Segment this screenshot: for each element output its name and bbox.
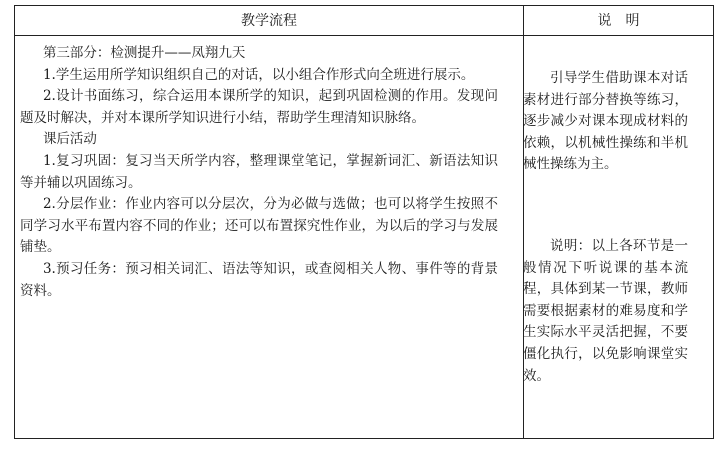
explanation-note-1: 引导学生借助课本对话素材进行部分替换等练习，逐步减少对课本现成材料的依赖，以机械性操练和半机械性操练为主。 xyxy=(523,70,688,173)
section-title: 第三部分：检测提升——凤翔九天 xyxy=(42,45,246,61)
table-header-row xyxy=(15,6,713,36)
explanation-cell-note-2 xyxy=(523,236,688,387)
explanation-note-2: 说明：以上各环节是一般情况下听说课的基本流程，具体到某一节课，教师需要根据素材的难易度和学生实际水平灵活把握，不要僵化执行，以免影响课堂实效。 xyxy=(523,238,688,384)
header-teaching-process: 教学流程 xyxy=(241,13,297,29)
explanation-cell-note-1 xyxy=(523,68,688,176)
process-paragraph-2: 2.设计书面练习，综合运用本课所学的知识，起到巩固检测的作用。发现问题及时解决，并对本课所学知识进行小结，帮助学生理清知识脉络。 xyxy=(20,88,498,126)
teaching-process-cell xyxy=(20,43,498,302)
after-class-item-2: 2.分层作业：作业内容可以分层次，分为必做与选做；也可以将学生按照不同学习水平布置内容不同的作业；还可以布置探究性作业，为以后的学习与发展铺垫。 xyxy=(20,196,498,256)
after-class-item-1: 1.复习巩固：复习当天所学内容，整理课堂笔记，掌握新词汇、新语法知识等并辅以巩固练习。 xyxy=(20,152,498,191)
process-paragraph-1: 1.学生运用所学知识组织自己的对话，以小组合作形式向全班进行展示。 xyxy=(42,66,475,83)
after-class-title: 课后活动 xyxy=(42,131,97,148)
header-explanation: 说明 xyxy=(597,13,654,29)
after-class-item-3: 3.预习任务：预习相关词汇、语法等知识，或查阅相关人物、事件等的背景资料。 xyxy=(20,260,498,299)
